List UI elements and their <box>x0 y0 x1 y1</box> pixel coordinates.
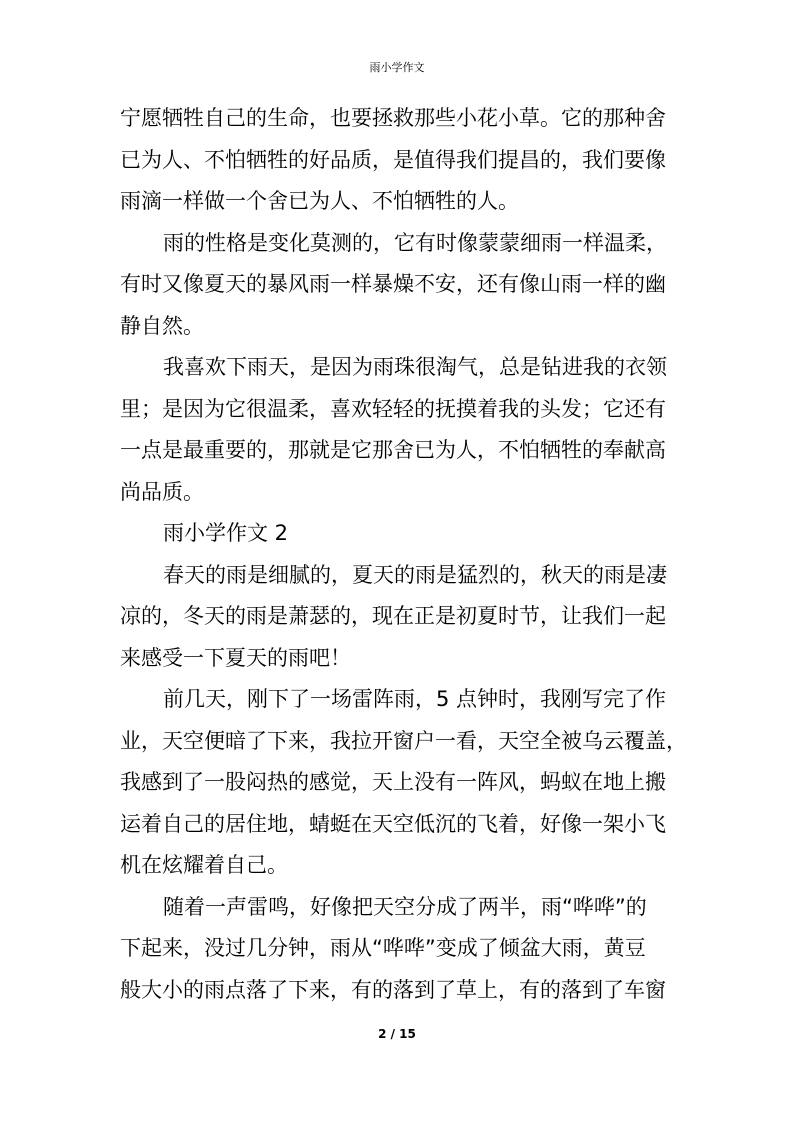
page-number: 2 / 15 <box>378 1027 416 1041</box>
paragraph-start-line: 雨的性格是变化莫测的，它有时像蒙蒙细雨一样温柔， <box>163 230 667 255</box>
text-line: 一点是最重要的，那就是它那舍已为人，不怕牺牲的奉献高 <box>120 438 666 462</box>
paragraph-start-line: 前几天，刚下了一场雷阵雨，5 点钟时，我刚写完了作 <box>163 687 667 711</box>
text-line: 下起来，没过几分钟，雨从“哗哗”变成了倾盆大雨，黄豆 <box>120 936 646 960</box>
text-line: 静自然。 <box>120 313 204 338</box>
text-line: 我感到了一股闷热的感觉，天上没有一阵风，蚂蚁在地上搬 <box>120 770 666 794</box>
text-line: 雨滴一样做一个舍已为人、不怕牺牲的人。 <box>120 189 519 213</box>
text-line: 尚品质。 <box>120 479 204 504</box>
text-line: 有时又像夏天的暴风雨一样暴燥不安，还有像山雨一样的幽 <box>120 272 666 296</box>
text-line: 里；是因为它很温柔，喜欢轻轻的抚摸着我的头发；它还有 <box>120 396 666 421</box>
text-line: 机在炫耀着自己。 <box>120 853 288 877</box>
text-line: 业，天空便暗了下来，我拉开窗户一看，天空全被乌云覆盖， <box>120 728 687 753</box>
paragraph-start-line: 随着一声雷鸣，好像把天空分成了两半，雨“哗哗”的 <box>163 894 647 919</box>
text-line: 运着自己的居住地，蜻蜓在天空低沉的飞着，好像一架小飞 <box>120 811 666 836</box>
text-line: 来感受一下夏天的雨吧！ <box>120 645 351 670</box>
section-heading: 雨小学作文 2 <box>163 521 289 545</box>
text-line: 宁愿牺牲自己的生命，也要拯救那些小花小草。它的那种舍 <box>120 106 666 130</box>
document-body <box>120 98 687 1011</box>
paragraph-start-line: 我喜欢下雨天，是因为雨珠很淘气，总是钻进我的衣领 <box>163 355 667 379</box>
text-line: 般大小的雨点落了下来，有的落到了草上，有的落到了车窗 <box>120 977 666 1002</box>
text-line: 已为人、不怕牺牲的好品质，是值得我们提昌的，我们要像 <box>120 147 666 172</box>
page-header: 雨小学作文 <box>369 61 425 74</box>
paragraph-start-line: 春天的雨是细腻的，夏天的雨是猛烈的，秋天的雨是凄 <box>163 562 667 587</box>
text-line: 凉的，冬天的雨是萧瑟的，现在正是初夏时节，让我们一起 <box>120 604 666 628</box>
